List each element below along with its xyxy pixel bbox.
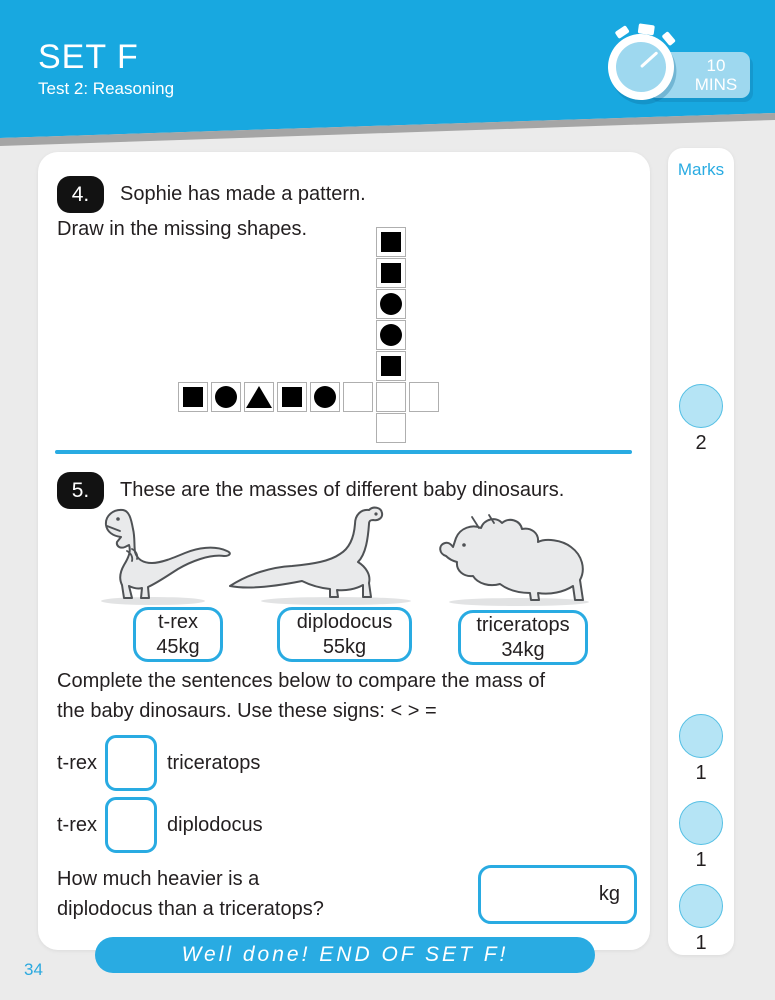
dino-name: t-rex [158, 610, 198, 633]
dino-mass: 45kg [156, 635, 200, 658]
heavier-question-line2: diplodocus than a triceratops? [57, 898, 324, 920]
question-4-badge: 4. [57, 176, 104, 213]
mark-circle[interactable] [679, 884, 723, 928]
timer-text [686, 56, 746, 94]
mass-label-trex [133, 607, 223, 662]
triceratops-illustration [434, 514, 596, 606]
comparison-row-2 [57, 797, 263, 853]
square-shape [183, 387, 203, 407]
diplodocus-illustration [226, 504, 431, 606]
set-title: SET F [38, 38, 139, 76]
compare-instructions-line2: the baby dinosaurs. Use these signs: < > = [57, 700, 437, 722]
mark-group [668, 884, 734, 955]
dino-mass: 34kg [501, 638, 545, 661]
heavier-question-line1: How much heavier is a [57, 868, 260, 890]
mark-circle[interactable] [679, 714, 723, 758]
timer [600, 30, 765, 115]
pattern-cell-empty[interactable] [376, 382, 406, 412]
answer-box[interactable] [478, 865, 637, 924]
mark-value: 2 [695, 432, 707, 454]
marks-title: Marks [677, 160, 725, 179]
dino-name: diplodocus [296, 610, 393, 633]
square-shape [282, 387, 302, 407]
square-shape [381, 356, 401, 376]
pattern-cell-circle [376, 289, 406, 319]
heavier-question [57, 864, 324, 924]
comparison-right-label: diplodocus [167, 813, 263, 836]
pattern-row [178, 382, 439, 412]
pattern-cell-circle [310, 382, 340, 412]
pattern-cell-empty[interactable] [343, 382, 373, 412]
pattern-cell-square [376, 227, 406, 257]
square-shape [381, 263, 401, 283]
circle-shape [380, 293, 402, 315]
comparison-right-label: triceratops [167, 751, 261, 774]
circle-shape [380, 324, 402, 346]
pattern-cell-circle [376, 320, 406, 350]
question-5-prompt: These are the masses of different baby dinosaurs. [120, 479, 565, 501]
end-of-set-banner-text: Well done! END OF SET F! [181, 943, 509, 966]
comparison-left-label: t-rex [57, 813, 97, 836]
pattern-cell-empty[interactable] [409, 382, 439, 412]
pattern-column-below [376, 413, 406, 443]
comparison-row-1 [57, 735, 260, 791]
mark-group [668, 384, 734, 455]
circle-shape [314, 386, 336, 408]
section-divider [55, 450, 632, 454]
question-5-badge: 5. [57, 472, 104, 509]
mark-circle[interactable] [679, 801, 723, 845]
mark-group [668, 801, 734, 872]
mark-value: 1 [695, 762, 707, 784]
mark-value: 1 [695, 849, 707, 871]
mass-label-triceratops [458, 610, 588, 665]
comparison-sign-box-1[interactable] [105, 735, 157, 791]
pattern-cell-square [376, 351, 406, 381]
question-4-prompt: Sophie has made a pattern. [120, 183, 366, 205]
pattern-cell-circle [211, 382, 241, 412]
comparison-left-label: t-rex [57, 751, 97, 774]
answer-unit-label: kg [598, 883, 620, 905]
pattern-cell-square [178, 382, 208, 412]
circle-shape [215, 386, 237, 408]
triangle-shape [246, 386, 272, 408]
test-subtitle: Test 2: Reasoning [38, 79, 175, 98]
trex-illustration [93, 504, 238, 606]
pattern-cell-empty[interactable] [376, 413, 406, 443]
page-number: 34 [24, 960, 43, 979]
pattern-cell-square [376, 258, 406, 288]
dino-mass: 55kg [322, 635, 367, 658]
worksheet-card [38, 152, 650, 950]
mark-circle[interactable] [679, 384, 723, 428]
timer-unit: MINS [694, 75, 738, 94]
compare-instructions [57, 666, 545, 726]
timer-minutes: 10 [706, 56, 726, 75]
question-4-instruction: Draw in the missing shapes. [57, 218, 308, 240]
pattern-cell-triangle [244, 382, 274, 412]
pattern-column-top [376, 227, 406, 381]
square-shape [381, 232, 401, 252]
dino-name: triceratops [476, 613, 570, 636]
pattern-cell-square [277, 382, 307, 412]
stopwatch-icon [604, 30, 679, 105]
mark-group [668, 714, 734, 785]
mark-value: 1 [695, 932, 707, 954]
compare-instructions-line1: Complete the sentences below to compare the mass of [57, 670, 546, 692]
comparison-sign-box-2[interactable] [105, 797, 157, 853]
mass-label-diplodocus [277, 607, 412, 662]
marks-panel [668, 148, 734, 955]
end-of-set-banner [95, 937, 595, 973]
